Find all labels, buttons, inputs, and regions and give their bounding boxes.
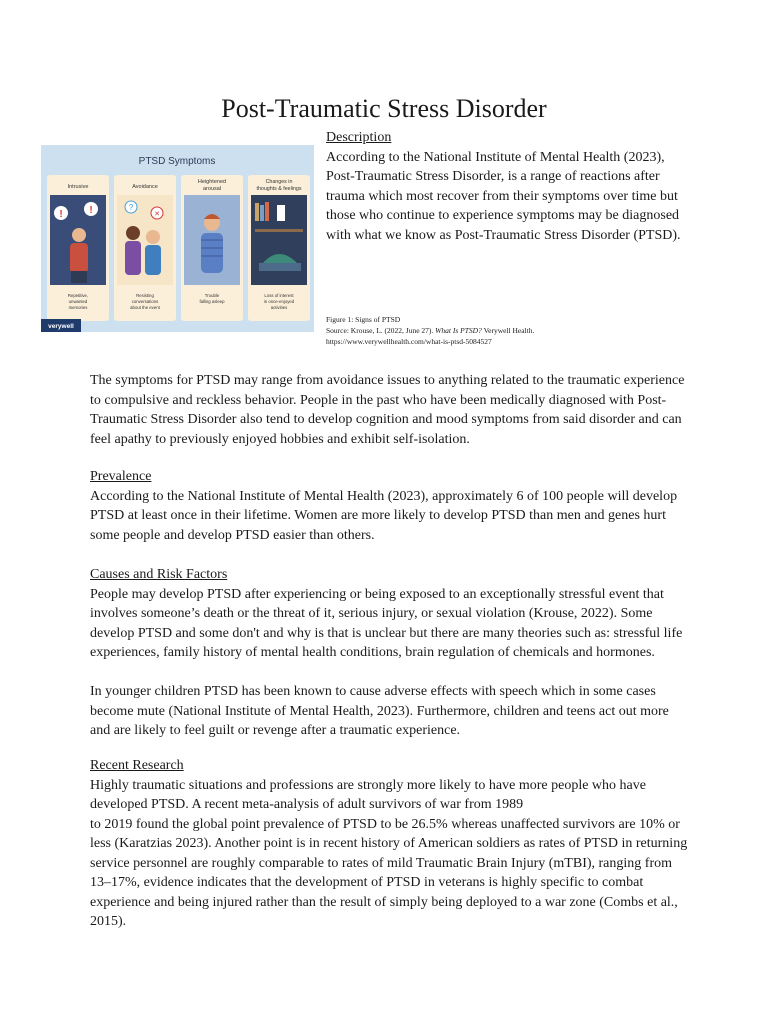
panel-label-intrusive: Intrusive (67, 184, 89, 190)
prevalence-section (90, 467, 690, 545)
caption-source-title: What Is PTSD? (435, 326, 482, 335)
svg-text:?: ? (128, 203, 134, 212)
symptoms-text: The symptoms for PTSD may range from avoidance issues to anything related to the traumatic experience to compulsive and reckless behavior. People in the past who have been medically diagnosed with Post-Traumatic Stress Disorder also tend to develop cognition and mood symptoms from said disorder and can feel apathy to previously enjoyed hobbies and exhibit self-isolation. (90, 373, 685, 447)
panel-label-arousal-2: arousal (202, 186, 222, 192)
panel-label-changes-2: thoughts & feelings (256, 186, 302, 192)
causes-heading: Causes and Risk Factors (90, 567, 228, 582)
panel-caption-avoidance-3: about the event (130, 305, 160, 310)
symptoms-section (90, 371, 690, 449)
figure-caption (326, 314, 726, 347)
causes-text-2: In younger children PTSD has been known to cause adverse effects with speech which in some cases become mute (National Institute of Mental Health, 2023). Furthermore, children and teens act out more and are likely to feel guilt or revenge after a traumatic experience. (90, 684, 669, 738)
description-text: According to the National Institute of Mental Health (2023), Post-Traumatic Stress Disorder, is a range of reactions after trauma which most recover from their symptoms over time but those who continue to experience symptoms may be diagnosed with what we know as Post-Traumatic Stress Disorder (PTSD). (326, 149, 681, 243)
causes-section (90, 565, 690, 741)
svg-text:✕: ✕ (154, 211, 160, 218)
svg-text:!: ! (89, 205, 93, 216)
panel-caption-intrusive-1: Repetitive, (67, 293, 89, 298)
verywell-logo: verywell (48, 323, 74, 330)
research-heading: Recent Research (90, 758, 184, 773)
ptsd-symptoms-figure (41, 145, 314, 332)
page-title: Post-Traumatic Stress Disorder (221, 94, 547, 123)
causes-text-1: People may develop PTSD after experiencing or being exposed to an exceptionally stressful event that involves someone’s death or the threat of it, serious injury, or sexual violation (Krouse, 2022). Some develop PTSD and some don't and why is that is unclear but there are many theories such as: stressful life experiences, family history of mental health conditions, brain regulation of chemicals and hormones. (90, 586, 683, 660)
ptsd-infographic (41, 145, 314, 332)
panel-caption-avoidance-2: conversations (131, 299, 159, 304)
panel-caption-intrusive-3: memories (68, 305, 88, 310)
panel-caption-changes-2: in once-enjoyed (263, 299, 295, 304)
panel-caption-changes-3: activities (270, 305, 288, 310)
svg-text:!: ! (59, 209, 63, 220)
panel-caption-intrusive-2: unwanted (68, 299, 88, 304)
caption-source-suffix: Verywell Health. (481, 326, 535, 335)
panel-caption-changes-1: Loss of interest (264, 293, 294, 298)
caption-source (326, 325, 726, 336)
research-text-b: to 2019 found the global point prevalence of PTSD to be 26.5% whereas unaffected survivors are 10% or less (Karatzias 2023). Another point is in recent history of American soldiers as rates of PTSD in returning service personnel are roughly comparable to rates of mild Traumatic Brain Injury (mTBI), ranging from 13–17%, evidence indicates that the development of PTSD in veterans is highly specific to combat experience and being injured rather than the result of simply being deployed to a war zone (Combs et al., 2015). (90, 816, 688, 929)
research-section (90, 756, 690, 932)
panel-label-avoidance: Avoidance (132, 184, 158, 190)
panel-label-changes-1: Changes in (265, 179, 293, 185)
prevalence-text: According to the National Institute of Mental Health (2023), approximately 6 of 100 people will develop PTSD at least once in their lifetime. Women are more likely to develop PTSD than men and genes hurt some people and develop PTSD easier than others. (90, 488, 678, 543)
description-heading: Description (326, 130, 392, 145)
caption-figure-title: Figure 1: Signs of PTSD (326, 315, 401, 324)
panel-caption-avoidance-1: Resisting (136, 293, 154, 298)
panel-label-arousal-1: Heightened (197, 179, 227, 185)
caption-url: https://www.verywellhealth.com/what-is-ptsd-5084527 (326, 337, 492, 346)
caption-source-prefix: Source: Krouse, L. (2022, June 27). (326, 326, 436, 335)
panel-caption-arousal-2: falling asleep (199, 299, 225, 304)
research-text-a: Highly traumatic situations and professions are strongly more likely to have more people who have developed PTSD. A recent meta-analysis of adult survivors of war from 1989 (90, 777, 646, 812)
panel-caption-arousal-1: Trouble (204, 293, 220, 298)
figure-heading: PTSD Symptoms (138, 156, 216, 167)
description-section (326, 128, 686, 245)
prevalence-heading: Prevalence (90, 469, 152, 484)
